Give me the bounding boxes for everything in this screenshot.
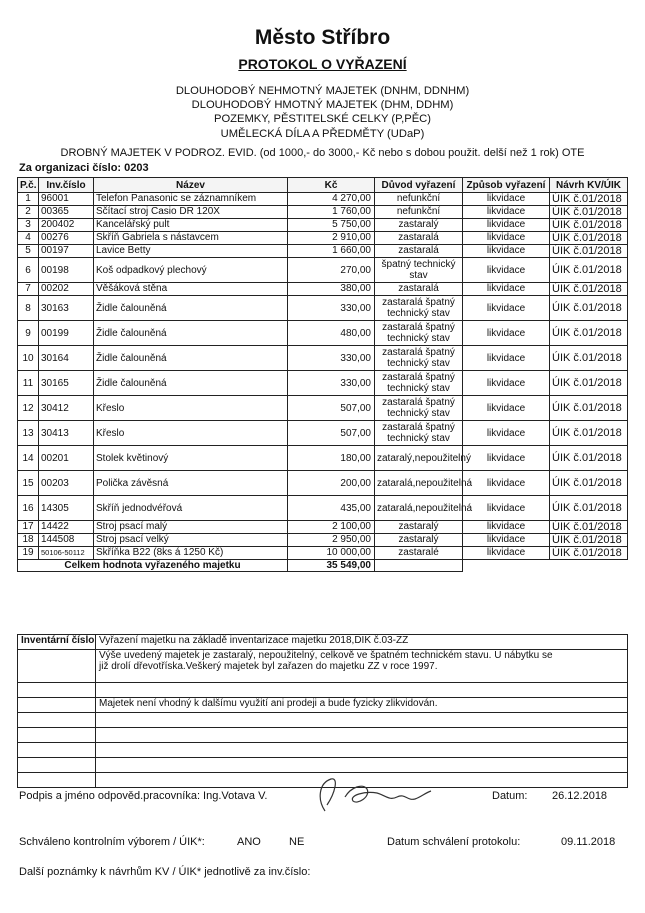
- cell-method: likvidace: [463, 296, 550, 321]
- cell-inv: 30164: [39, 346, 94, 371]
- table-row: [18, 496, 628, 521]
- cell-name: Lavice Betty: [94, 245, 288, 258]
- cell-method: likvidace: [463, 534, 550, 547]
- total-gap: [463, 560, 550, 572]
- small-assets-line: DROBNÝ MAJETEK V PODROZ. EVID. (od 1000,- do 3000,- Kč nebo s dobou použit. delší než 1 rok) OTE: [60, 147, 585, 159]
- cell-proposal: ÚIK č.01/2018: [550, 547, 628, 560]
- cell-name: Židle čalouněná: [94, 321, 288, 346]
- cell-method: likvidace: [463, 421, 550, 446]
- total-row: [18, 560, 628, 572]
- protocol-title: PROTOKOL O VYŘAZENÍ: [238, 56, 407, 72]
- col-header-pc: P.č.: [18, 178, 39, 193]
- table-row: [18, 283, 628, 296]
- cell-kc: 1 660,00: [288, 245, 375, 258]
- cell-inv: 144508: [39, 534, 94, 547]
- cell-inv: 30412: [39, 396, 94, 421]
- cell-proposal: ÚIK č.01/2018: [550, 446, 628, 471]
- cell-pc: 10: [18, 346, 39, 371]
- cell-name: Skříňka B22 (8ks á 1250 Kč): [94, 547, 288, 560]
- cell-inv: 00203: [39, 471, 94, 496]
- cell-proposal: ÚIK č.01/2018: [550, 193, 628, 206]
- notes-row: [18, 713, 628, 728]
- cell-proposal: ÚIK č.01/2018: [550, 219, 628, 232]
- table-row: [18, 206, 628, 219]
- cell-kc: 200,00: [288, 471, 375, 496]
- category-line: POZEMKY, PĚSTITELSKÉ CELKY (P,PĚC): [214, 113, 431, 126]
- cell-name: Koš odpadkový plechový: [94, 258, 288, 283]
- cell-proposal: ÚIK č.01/2018: [550, 346, 628, 371]
- cell-method: likvidace: [463, 232, 550, 245]
- cell-pc: 4: [18, 232, 39, 245]
- inventory-number-label: Inventární číslo: [18, 635, 96, 650]
- notes-row: [18, 683, 628, 698]
- notes-row: [18, 743, 628, 758]
- approval-date-value: 09.11.2018: [561, 836, 616, 848]
- cell-name: Kancelářský pult: [94, 219, 288, 232]
- cell-kc: 507,00: [288, 396, 375, 421]
- cell-pc: 5: [18, 245, 39, 258]
- cell-name: Skříň jednodvéřová: [94, 496, 288, 521]
- cell-kc: 480,00: [288, 321, 375, 346]
- cell-proposal: ÚIK č.01/2018: [550, 521, 628, 534]
- cell-name: Křeslo: [94, 421, 288, 446]
- cell-reason: zastaralá špatný technický stav: [375, 421, 463, 446]
- category-line: DLOUHODOBÝ NEHMOTNÝ MAJETEK (DNHM, DDNHM): [175, 85, 470, 97]
- table-row: [18, 321, 628, 346]
- cell-reason: zastaralá špatný technický stav: [375, 296, 463, 321]
- table-row: [18, 521, 628, 534]
- col-header-proposal: Návrh KV/ÚIK: [550, 178, 628, 193]
- cell-inv: 14305: [39, 496, 94, 521]
- notes-row: [18, 635, 628, 650]
- cell-method: likvidace: [463, 371, 550, 396]
- cell-inv: 00201: [39, 446, 94, 471]
- table-row: [18, 258, 628, 283]
- cell-pc: 17: [18, 521, 39, 534]
- notes-line: [96, 683, 628, 698]
- table-row: [18, 547, 628, 560]
- cell-name: Židle čalouněná: [94, 296, 288, 321]
- table-row: [18, 396, 628, 421]
- notes-inv-cell: [18, 743, 96, 758]
- cell-reason: zataralá,nepoužitelná: [375, 496, 463, 521]
- cell-name: Křeslo: [94, 396, 288, 421]
- cell-kc: 330,00: [288, 346, 375, 371]
- cell-inv: 96001: [39, 193, 94, 206]
- cell-inv: 50106-50112: [39, 547, 94, 560]
- assets-table: [17, 177, 628, 572]
- cell-name: Věšáková stěna: [94, 283, 288, 296]
- notes-line: [96, 758, 628, 773]
- notes-row: [18, 650, 628, 683]
- notes-line: [96, 728, 628, 743]
- cell-method: likvidace: [463, 496, 550, 521]
- cell-reason: zastaralá špatný technický stav: [375, 371, 463, 396]
- cell-reason: zastaralý: [375, 219, 463, 232]
- cell-pc: 3: [18, 219, 39, 232]
- cell-inv: 00199: [39, 321, 94, 346]
- cell-proposal: ÚIK č.01/2018: [550, 232, 628, 245]
- cell-kc: 270,00: [288, 258, 375, 283]
- notes-inv-cell: [18, 758, 96, 773]
- handwritten-signature: [305, 775, 465, 817]
- cell-inv: 30163: [39, 296, 94, 321]
- cell-kc: 10 000,00: [288, 547, 375, 560]
- cell-pc: 15: [18, 471, 39, 496]
- cell-proposal: ÚIK č.01/2018: [550, 296, 628, 321]
- cell-reason: zastaralá: [375, 283, 463, 296]
- cell-reason: zastaralá: [375, 245, 463, 258]
- cell-reason: zastaralý: [375, 521, 463, 534]
- notes-text: již drolí dřevotříska.Veškerý majetek byl zařazen do majetku ZZ v roce 1997.: [99, 661, 438, 672]
- cell-reason: nefunkční: [375, 193, 463, 206]
- cell-name: Sčítací stroj Casio DR 120X: [94, 206, 288, 219]
- cell-proposal: ÚIK č.01/2018: [550, 534, 628, 547]
- notes-line: [96, 650, 628, 683]
- cell-reason: zastaralá špatný technický stav: [375, 321, 463, 346]
- cell-proposal: ÚIK č.01/2018: [550, 258, 628, 283]
- cell-reason: zastaralé: [375, 547, 463, 560]
- cell-kc: 330,00: [288, 296, 375, 321]
- cell-kc: 4 270,00: [288, 193, 375, 206]
- cell-inv: 30413: [39, 421, 94, 446]
- notes-inv-cell: [18, 650, 96, 683]
- cell-reason: zastaralá špatný technický stav: [375, 396, 463, 421]
- cell-reason: zataralý,nepoužitelný: [375, 446, 463, 471]
- table-row: [18, 471, 628, 496]
- cell-proposal: ÚIK č.01/2018: [550, 421, 628, 446]
- notes-label: Další poznámky k návrhům KV / ÚIK* jednotlivě za inv.číslo:: [19, 866, 311, 878]
- table-row: [18, 232, 628, 245]
- category-line: UMĚLECKÁ DÍLA A PŘEDMĚTY (UDaP): [220, 127, 425, 140]
- cell-kc: 180,00: [288, 446, 375, 471]
- cell-pc: 16: [18, 496, 39, 521]
- notes-inv-cell: [18, 713, 96, 728]
- table-row: [18, 446, 628, 471]
- total-empty-cell: [375, 560, 463, 572]
- cell-kc: 507,00: [288, 421, 375, 446]
- cell-inv: 200402: [39, 219, 94, 232]
- notes-line: [96, 713, 628, 728]
- cell-proposal: ÚIK č.01/2018: [550, 371, 628, 396]
- table-row: [18, 346, 628, 371]
- notes-row: [18, 728, 628, 743]
- notes-row: [18, 758, 628, 773]
- col-header-name: Název: [94, 178, 288, 193]
- cell-reason: zastaralá: [375, 232, 463, 245]
- table-header-row: [18, 178, 628, 193]
- table-row: [18, 193, 628, 206]
- cell-kc: 380,00: [288, 283, 375, 296]
- cell-proposal: ÚIK č.01/2018: [550, 245, 628, 258]
- cell-name: Stroj psací velký: [94, 534, 288, 547]
- cell-method: likvidace: [463, 245, 550, 258]
- cell-pc: 12: [18, 396, 39, 421]
- table-row: [18, 219, 628, 232]
- cell-name: Židle čalouněná: [94, 371, 288, 396]
- col-header-reason: Důvod vyřazení: [375, 178, 463, 193]
- cell-method: likvidace: [463, 521, 550, 534]
- notes-row: [18, 698, 628, 713]
- cell-method: likvidace: [463, 446, 550, 471]
- cell-method: likvidace: [463, 258, 550, 283]
- cell-pc: 11: [18, 371, 39, 396]
- notes-line: [96, 743, 628, 758]
- total-label: Celkem hodnota vyřazeného majetku: [18, 560, 288, 572]
- cell-name: Skříň Gabriela s nástavcem: [94, 232, 288, 245]
- total-gap: [550, 560, 628, 572]
- cell-pc: 6: [18, 258, 39, 283]
- cell-pc: 2: [18, 206, 39, 219]
- notes-inv-cell: [18, 773, 96, 788]
- table-row: [18, 534, 628, 547]
- cell-inv: 00198: [39, 258, 94, 283]
- cell-reason: špatný technický stav: [375, 258, 463, 283]
- cell-reason: nefunkční: [375, 206, 463, 219]
- asset-categories: [0, 84, 645, 141]
- cell-reason: zataralá,nepoužitelná: [375, 471, 463, 496]
- category-line: DLOUHODOBÝ HMOTNÝ MAJETEK (DHM, DDHM): [191, 99, 454, 112]
- date-label: Datum:: [492, 790, 528, 802]
- cell-pc: 7: [18, 283, 39, 296]
- cell-method: likvidace: [463, 396, 550, 421]
- total-value: 35 549,00: [288, 560, 375, 572]
- approval-ne: NE: [289, 836, 305, 848]
- page-title: Město Stříbro: [254, 26, 391, 49]
- cell-kc: 435,00: [288, 496, 375, 521]
- cell-proposal: ÚIK č.01/2018: [550, 496, 628, 521]
- table-row: [18, 421, 628, 446]
- signature-label: Podpis a jméno odpověd.pracovníka: Ing.Votava V.: [19, 790, 268, 802]
- notes-line: Majetek není vhodný k dalšímu využití ani prodeji a bude fyzicky zlikvidován.: [96, 698, 628, 713]
- approval-ano: ANO: [237, 836, 261, 848]
- col-header-kc: Kč: [288, 178, 375, 193]
- cell-pc: 18: [18, 534, 39, 547]
- notes-line: Vyřazení majetku na základě inventarizace majetku 2018,DIK č.03-ZZ: [96, 635, 628, 650]
- cell-proposal: ÚIK č.01/2018: [550, 206, 628, 219]
- cell-pc: 13: [18, 421, 39, 446]
- cell-proposal: ÚIK č.01/2018: [550, 283, 628, 296]
- cell-kc: 2 910,00: [288, 232, 375, 245]
- cell-method: likvidace: [463, 547, 550, 560]
- cell-inv: 00276: [39, 232, 94, 245]
- signature-stroke: [320, 779, 431, 811]
- table-row: [18, 245, 628, 258]
- notes-inv-cell: [18, 698, 96, 713]
- cell-method: likvidace: [463, 321, 550, 346]
- cell-pc: 14: [18, 446, 39, 471]
- cell-name: Telefon Panasonic se záznamníkem: [94, 193, 288, 206]
- notes-inv-cell: [18, 728, 96, 743]
- cell-pc: 9: [18, 321, 39, 346]
- cell-method: likvidace: [463, 346, 550, 371]
- approval-date-label: Datum schválení protokolu:: [387, 836, 521, 848]
- cell-inv: 30165: [39, 371, 94, 396]
- cell-kc: 2 100,00: [288, 521, 375, 534]
- cell-inv: 00202: [39, 283, 94, 296]
- col-header-inv: Inv.číslo: [39, 178, 94, 193]
- cell-proposal: ÚIK č.01/2018: [550, 321, 628, 346]
- notes-inv-cell: [18, 683, 96, 698]
- cell-inv: 00197: [39, 245, 94, 258]
- cell-pc: 8: [18, 296, 39, 321]
- cell-pc: 1: [18, 193, 39, 206]
- cell-proposal: ÚIK č.01/2018: [550, 396, 628, 421]
- inventory-notes-table: [17, 634, 628, 788]
- cell-method: likvidace: [463, 283, 550, 296]
- cell-reason: zastaralý: [375, 534, 463, 547]
- table-row: [18, 296, 628, 321]
- notes-text: Výše uvedený majetek je zastaralý, nepoužitelný, celkově ve špatném technickém stavu. U nábytku se: [99, 650, 553, 661]
- cell-kc: 1 760,00: [288, 206, 375, 219]
- cell-reason: zastaralá špatný technický stav: [375, 346, 463, 371]
- cell-method: likvidace: [463, 219, 550, 232]
- date-value: 26.12.2018: [552, 790, 608, 802]
- cell-method: likvidace: [463, 193, 550, 206]
- cell-pc: 19: [18, 547, 39, 560]
- approval-label: Schváleno kontrolním výborem / ÚIK*:: [19, 836, 205, 848]
- cell-name: Židle čalouněná: [94, 346, 288, 371]
- cell-name: Polička závěsná: [94, 471, 288, 496]
- col-header-method: Způsob vyřazení: [463, 178, 550, 193]
- organization-number: Za organizaci číslo: 0203: [19, 162, 149, 174]
- cell-proposal: ÚIK č.01/2018: [550, 471, 628, 496]
- cell-method: likvidace: [463, 471, 550, 496]
- table-row: [18, 371, 628, 396]
- cell-kc: 2 950,00: [288, 534, 375, 547]
- cell-name: Stolek květinový: [94, 446, 288, 471]
- cell-method: likvidace: [463, 206, 550, 219]
- cell-name: Stroj psací malý: [94, 521, 288, 534]
- cell-kc: 5 750,00: [288, 219, 375, 232]
- cell-kc: 330,00: [288, 371, 375, 396]
- cell-inv: 14422: [39, 521, 94, 534]
- cell-inv: 00365: [39, 206, 94, 219]
